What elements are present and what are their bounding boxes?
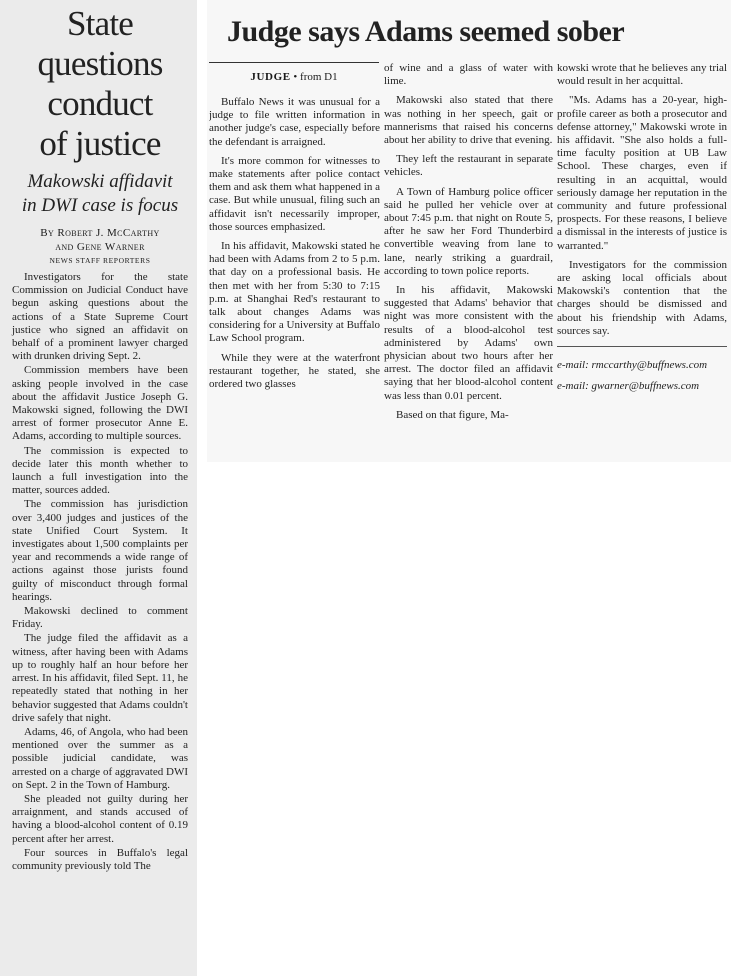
jump-label: JUDGE [250, 71, 291, 83]
right-headline-wrap [227, 14, 707, 52]
paragraph: They left the restaurant in separate vehicles. [384, 153, 553, 179]
staff-credit: NEWS STAFF REPORTERS [49, 256, 151, 265]
right-article [207, 0, 731, 462]
article-column-1 [209, 96, 380, 462]
paragraph: She pleaded not guilty during her arraignment, and stands accused of having a blood-alcohol content of 0.19 percent after her arrest. [12, 792, 188, 845]
email-credit: e-mail: rmccarthy@buffnews.com [557, 359, 708, 372]
column-rule [557, 346, 727, 347]
email-credit: e-mail: gwarner@buffnews.com [557, 380, 700, 393]
right-headline: Judge says Adams seemed sober [227, 15, 625, 48]
jump-bullet: • [293, 71, 298, 83]
paragraph: Commission members have been asking people involved in the case about the affidavit Justice Joseph G. Makowski signed, following the DWI arrest of former prosecutor Anne E. Adams, according to multiple sources. [12, 364, 188, 443]
paragraph: Makowski also stated that there was nothing in her speech, gait or mannerisms that raised his concerns about her ability to drive that evening. [384, 94, 553, 147]
paragraph: Investigators for the state Commission on Judicial Conduct have begun asking questions about the actions of a State Supreme Court justice who signed an affidavit on behalf of a prominent lawyer charged with drunken driving Sept. 2. [12, 271, 188, 363]
byline-line: and Gene Warner [55, 241, 145, 253]
left-headline-line: conduct [47, 84, 153, 123]
left-article-body [12, 271, 188, 873]
left-deck [12, 170, 188, 218]
byline-line: By Robert J. McCarthy [40, 227, 160, 239]
jump-from: from D1 [300, 71, 338, 83]
paragraph: The commission is expected to decide later this month whether to launch a full investigation into the matter, sources added. [12, 444, 188, 497]
paragraph: Buffalo News it was unusual for a judge to file written information in another judge's case, especially before the defendant is arraigned. [209, 96, 380, 148]
left-headline-line: State [67, 4, 133, 43]
paragraph: While they were at the waterfront restaurant together, he stated, she ordered two glasses [209, 351, 380, 391]
paragraph: kowski wrote that he believes any trial would result in her acquittal. [557, 62, 727, 88]
left-headline-line: of justice [39, 124, 161, 163]
jump-rule [209, 62, 379, 63]
paragraph: Makowski declined to comment Friday. [12, 605, 188, 631]
paragraph: Four sources in Buffalo's legal community previously told The [12, 846, 188, 872]
article-column-2 [384, 62, 553, 462]
paragraph: of wine and a glass of water with lime. [384, 62, 553, 88]
jump-line [209, 70, 379, 84]
paragraph: The commission has jurisdiction over 3,400 judges and justices of the state Unified Court System. It investigates about 1,500 complaints per year and recommends a wide range of actions against those jurists found guilty of misconduct through formal hearings. [12, 498, 188, 603]
paragraph: Investigators for the commission are asking local officials about Makowski's contention that the charges should be dismissed and about his friendship with Adams, sources say. [557, 258, 727, 337]
left-article [0, 0, 197, 976]
paragraph: Based on that figure, Ma- [396, 408, 509, 421]
deck-line: in DWI case is focus [21, 195, 179, 216]
article-column-3 [557, 62, 727, 462]
paragraph: Adams, 46, of Angola, who had been mentioned over the summer as a possible judicial candidate, was arrested on a charge of aggravated DWI on Sept. 2 in the Town of Hamburg. [12, 725, 188, 791]
left-headline [12, 4, 188, 164]
paragraph: The judge filed the affidavit as a witness, after having been with Adams up to roughly half an hour before her arrest. In his affidavit, filed Sept. 11, he repeatedly stated that nothing in her behavior suggested that Adams couldn't drive safely that night. [12, 632, 188, 724]
paragraph: "Ms. Adams has a 20-year, high-profile career as both a prosecutor and defense attorney," Makowski wrote in his affidavit. "She also holds a full-time faculty position at UB Law School. These charges, even if resulting in an acquittal, would seriously damage her reputation in the community and future professional prospects. For these reasons, I believe a dismissal in the interests of justice is warranted." [557, 94, 727, 252]
byline [12, 226, 188, 254]
deck-line: Makowski affidavit [27, 171, 173, 192]
paragraph: A Town of Hamburg police officer said he pulled her vehicle over at about 7:45 p.m. that night on Route 5, after he saw her Ford Thunderbird convertible weaving from lane to lane, nearly striking a guardrail, according to town police reports. [384, 185, 553, 277]
paragraph: In his affidavit, Makowski suggested that Adams' behavior that night was more consistent with the results of a blood-alcohol test administered by Adams' own physician about two hours after her arrest. The doctor filed an affidavit saying that her blood-alcohol content was less than 0.01 percent. [384, 284, 553, 402]
paragraph: In his affidavit, Makowski stated he had been with Adams from 2 to 5 p.m. that day on a professional basis. He then met with her from 5:30 to 7:15 p.m. at Shanghai Red's restaurant to talk about changes Adams was considering for a University at Buffalo Law School program. [209, 240, 380, 345]
left-headline-line: questions [37, 44, 163, 83]
paragraph: It's more common for witnesses to make statements after police contact them and ask them what happened in a case. But while unusual, filing such an affidavit isn't necessarily improper, those sources emphasized. [209, 154, 380, 233]
